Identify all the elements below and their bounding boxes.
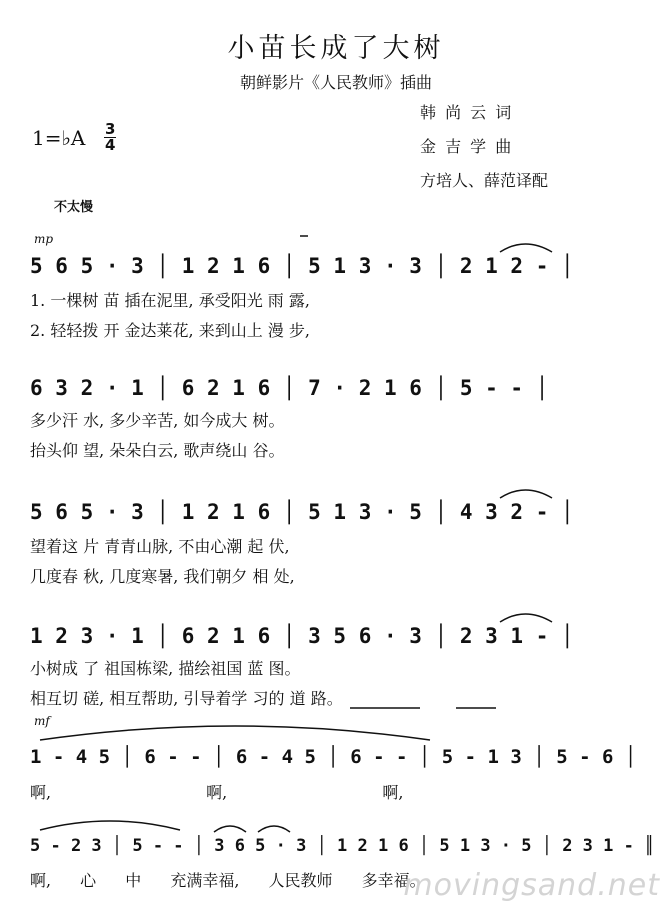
lyric-line-2-verse-2: 抬头仰 望, 朵朵白云, 歌声绕山 谷。	[30, 441, 285, 460]
lyric-line-6: 啊, 心 中 充满幸福, 人民教师 多幸福。	[30, 871, 426, 890]
site-watermark: movingsand.net	[403, 868, 660, 903]
lyric-line-4-verse-1: 小树成 了 祖国栋梁, 描绘祖国 蓝 图。	[30, 659, 301, 678]
slur-mark	[258, 826, 290, 832]
dynamic-mf: mf	[34, 714, 50, 728]
notation-line-1: 5 6 5 · 3 │ 1 2 1 6 │ 5 1 3 · 3 │ 2 1 2 - │	[30, 254, 574, 278]
lyric-line-2-verse-1: 多少汗 水, 多少辛苦, 如今成大 树。	[30, 411, 285, 430]
slur-mark	[40, 726, 430, 740]
meter-top: 3	[105, 120, 116, 138]
notation-line-6: 5 - 2 3 │ 5 - - │ 3 6 5 · 3 │ 1 2 1 6 │ 5 1 3 · 5 │ 2 3 1 - ║	[30, 836, 655, 856]
song-title: 小苗长成了大树	[227, 33, 445, 64]
notation-line-2: 6 3 2 · 1 │ 6 2 1 6 │ 7 · 2 1 6 │ 5 - - │	[30, 376, 549, 400]
notation-line-5: 1 - 4 5 │ 6 - - │ 6 - 4 5 │ 6 - - │ 5 - 1 3 │ 5 - 6 │	[30, 746, 637, 768]
notation-line-4: 1 2 3 · 1 │ 6 2 1 6 │ 3 5 6 · 3 │ 2 3 1 - │	[30, 624, 574, 648]
slur-mark	[500, 490, 552, 498]
tempo-marking: 不太慢	[54, 200, 94, 215]
slur-mark	[214, 826, 246, 832]
translator-credit: 方培人、薛范译配	[420, 171, 549, 190]
lyricist-credit: 韩 尚 云 词	[420, 103, 514, 122]
slur-mark	[40, 821, 180, 830]
slur-mark	[500, 244, 552, 252]
slur-mark	[500, 614, 552, 622]
lyric-line-4-verse-2: 相互切 磋, 相互帮助, 引导着学 习的 道 路。	[30, 689, 343, 708]
lyric-line-5: 啊, 啊, 啊,	[30, 783, 404, 802]
key-signature: 1=♭A	[32, 126, 86, 150]
lyric-line-1-verse-1: 1. 一棵树 苗 插在泥里, 承受阳光 雨 露,	[30, 291, 310, 310]
lyric-line-1-verse-2: 2. 轻轻拨 开 金达莱花, 来到山上 漫 步,	[30, 321, 310, 340]
dynamic-mp: mp	[34, 232, 54, 246]
meter-bottom: 4	[105, 136, 116, 154]
song-subtitle: 朝鲜影片《人民教师》插曲	[239, 73, 432, 92]
lyric-line-3-verse-2: 几度春 秋, 几度寒暑, 我们朝夕 相 处,	[30, 567, 295, 586]
lyric-line-3-verse-1: 望着这 片 青青山脉, 不由心潮 起 伏,	[30, 537, 290, 556]
composer-credit: 金 吉 学 曲	[420, 137, 514, 156]
notation-line-3: 5 6 5 · 3 │ 1 2 1 6 │ 5 1 3 · 5 │ 4 3 2 - │	[30, 500, 574, 524]
